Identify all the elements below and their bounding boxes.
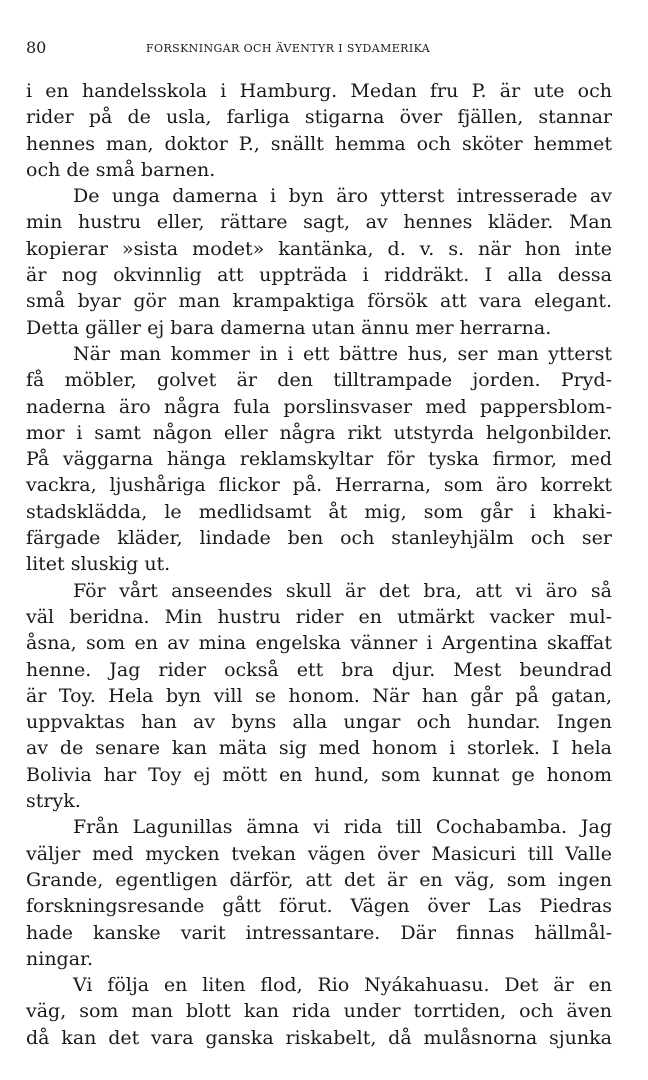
text-line: små byar gör man krampaktiga försök att vara elegant. (26, 290, 612, 313)
text-line: min hustru eller, rättare sagt, av hennes kläder. Man (26, 211, 612, 234)
book-page (26, 0, 612, 1080)
text-line: Detta gäller ej bara damerna utan ännu mer herrarna. (26, 316, 552, 339)
text-line: väljer med mycken tvekan vägen över Masicuri till Valle (26, 842, 612, 865)
text-line: i en handelsskola i Hamburg. Medan fru P. är ute och (26, 80, 612, 102)
text-line: För vårt anseendes skull är det bra, att vi äro så (73, 579, 612, 602)
text-line: då kan det vara ganska riskabelt, då mulåsnorna sjunka (26, 1026, 612, 1049)
page-number: 80 (26, 38, 47, 57)
text-line: henne. Jag rider också ett bra djur. Mest beundrad (26, 658, 612, 681)
text-line: vackra, ljushåriga flickor på. Herrarna, som äro korrekt (26, 474, 612, 497)
text-line: forskningsresande gått förut. Vägen över Las Piedras (26, 895, 612, 918)
text-line: av de senare kan mäta sig med honom i storlek. I hela (26, 737, 612, 760)
text-line: hade kanske varit intressantare. Där finnas hällmål- (26, 921, 612, 944)
text-line: När man kommer in i ett bättre hus, ser man ytterst (73, 342, 612, 365)
text-line: kopierar »sista modet» kantänka, d. v. s. när hon inte (26, 237, 612, 260)
page-header (26, 38, 612, 58)
text-line: är nog okvinnlig att uppträda i riddräkt. I alla dessa (26, 264, 612, 287)
text-line: De unga damerna i byn äro ytterst intresserade av (73, 185, 612, 208)
text-line: väl beridna. Min hustru rider en utmärkt vacker mul- (26, 605, 612, 628)
text-line: uppvaktas han av byns alla ungar och hundar. Ingen (26, 711, 612, 734)
text-line: åsna, som en av mina engelska vänner i Argentina skaffat (26, 632, 612, 655)
text-line: Från Lagunillas ämna vi rida till Cochabamba. Jag (73, 816, 612, 839)
text-line: stadsklädda, le medlidsamt åt mig, som går i khaki- (26, 500, 612, 523)
text-line: färgade kläder, lindade ben och stanleyhjälm och ser (26, 527, 612, 550)
text-line: Vi följa en liten flod, Rio Nyákahuasu. Det är en (73, 974, 612, 997)
text-line: På väggarna hänga reklamskyltar för tyska firmor, med (26, 448, 612, 471)
text-line: naderna äro några fula porslinsvaser med pappersblom- (26, 395, 612, 418)
running-title: FORSKNINGAR OCH ÄVENTYR I SYDAMERIKA (146, 42, 431, 55)
text-line: ningar. (26, 947, 94, 970)
text-line: rider på de usla, farliga stigarna över fjällen, stannar (26, 106, 612, 129)
text-line: få möbler, golvet är den tilltrampade jorden. Pryd- (26, 369, 612, 392)
text-line: Grande, egentligen därför, att det är en väg, som ingen (26, 868, 612, 891)
text-line: hennes man, doktor P., snällt hemma och sköter hemmet (26, 132, 612, 155)
text-line: mor i samt någon eller några rikt utstyrda helgonbilder. (26, 421, 612, 444)
body-text (26, 78, 612, 1051)
text-line: stryk. (26, 790, 81, 813)
text-line: och de små barnen. (26, 158, 216, 181)
text-line: Bolivia har Toy ej mött en hund, som kunnat ge honom (26, 763, 612, 786)
text-line: litet sluskig ut. (26, 553, 171, 576)
text-line: väg, som man blott kan rida under torrtiden, och även (26, 1000, 612, 1023)
text-line: är Toy. Hela byn vill se honom. När han går på gatan, (26, 684, 612, 707)
